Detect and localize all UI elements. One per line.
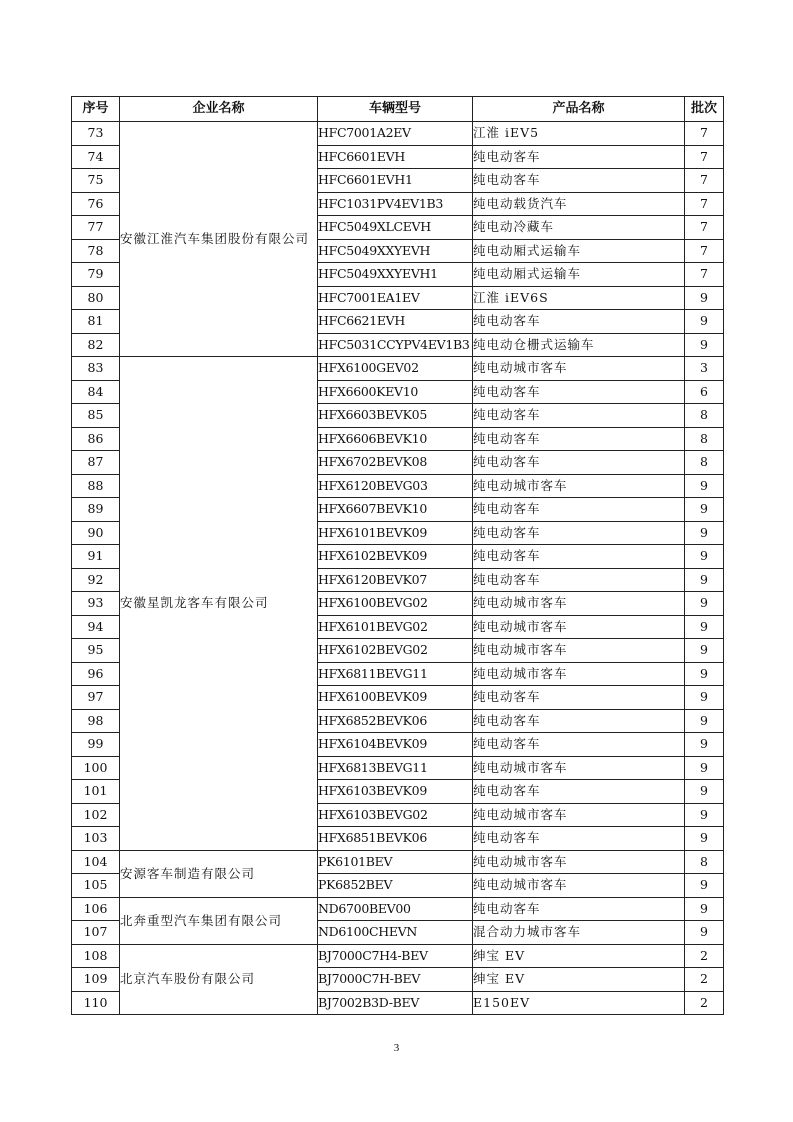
product-cell: 纯电动城市客车 [473,639,685,663]
batch-cell: 7 [685,239,724,263]
model-cell: BJ7000C7H-BEV [318,968,473,992]
batch-cell: 9 [685,545,724,569]
header-product: 产品名称 [473,97,685,122]
product-cell: 纯电动客车 [473,145,685,169]
product-cell: 纯电动城市客车 [473,756,685,780]
seq-cell: 103 [72,827,120,851]
batch-cell: 9 [685,592,724,616]
product-cell: 混合动力城市客车 [473,921,685,945]
seq-cell: 89 [72,498,120,522]
product-cell: 纯电动客车 [473,498,685,522]
page-number: 3 [393,1042,400,1054]
batch-cell: 7 [685,145,724,169]
table-header-row [72,97,724,122]
table-row [72,850,724,874]
seq-cell: 84 [72,380,120,404]
batch-cell: 9 [685,921,724,945]
batch-cell: 9 [685,474,724,498]
company-cell: 安徽江淮汽车集团股份有限公司 [120,122,318,357]
model-cell: HFX6100BEVK09 [318,686,473,710]
batch-cell: 9 [685,803,724,827]
product-cell: 纯电动客车 [473,780,685,804]
seq-cell: 96 [72,662,120,686]
seq-cell: 73 [72,122,120,146]
seq-cell: 81 [72,310,120,334]
batch-cell: 8 [685,451,724,475]
batch-cell: 9 [685,709,724,733]
product-cell: 纯电动客车 [473,686,685,710]
header-seq: 序号 [72,97,120,122]
seq-cell: 101 [72,780,120,804]
seq-cell: 79 [72,263,120,287]
product-cell: 纯电动客车 [473,169,685,193]
seq-cell: 75 [72,169,120,193]
batch-cell: 2 [685,944,724,968]
model-cell: HFC7001EA1EV [318,286,473,310]
batch-cell: 9 [685,333,724,357]
seq-cell: 85 [72,404,120,428]
seq-cell: 82 [72,333,120,357]
batch-cell: 9 [685,756,724,780]
seq-cell: 104 [72,850,120,874]
product-cell: 纯电动城市客车 [473,357,685,381]
product-cell: 纯电动客车 [473,733,685,757]
product-cell: 绅宝 EV [473,944,685,968]
batch-cell: 2 [685,991,724,1015]
seq-cell: 83 [72,357,120,381]
model-cell: HFX6702BEVK08 [318,451,473,475]
model-cell: HFC5049XLCEVH [318,216,473,240]
table-row [72,897,724,921]
batch-cell: 9 [685,286,724,310]
batch-cell: 2 [685,968,724,992]
model-cell: HFX6102BEVG02 [318,639,473,663]
seq-cell: 88 [72,474,120,498]
batch-cell: 9 [685,874,724,898]
batch-cell: 9 [685,897,724,921]
batch-cell: 9 [685,498,724,522]
model-cell: HFX6100BEVG02 [318,592,473,616]
product-cell: 江淮 iEV5 [473,122,685,146]
seq-cell: 107 [72,921,120,945]
batch-cell: 9 [685,686,724,710]
batch-cell: 9 [685,310,724,334]
product-cell: 纯电动客车 [473,521,685,545]
seq-cell: 95 [72,639,120,663]
product-cell: 纯电动客车 [473,310,685,334]
model-cell: HFC6621EVH [318,310,473,334]
batch-cell: 8 [685,427,724,451]
seq-cell: 105 [72,874,120,898]
model-cell: PK6101BEV [318,850,473,874]
seq-cell: 99 [72,733,120,757]
header-company: 企业名称 [120,97,318,122]
company-cell: 北京汽车股份有限公司 [120,944,318,1015]
batch-cell: 9 [685,521,724,545]
product-cell: 纯电动客车 [473,897,685,921]
company-cell: 安徽星凯龙客车有限公司 [120,357,318,851]
product-cell: 纯电动客车 [473,451,685,475]
vehicle-catalog-table [71,96,724,1015]
table-row [72,122,724,146]
seq-cell: 90 [72,521,120,545]
batch-cell: 9 [685,827,724,851]
product-cell: 纯电动城市客车 [473,474,685,498]
product-cell: 纯电动客车 [473,545,685,569]
model-cell: HFX6100GEV02 [318,357,473,381]
product-cell: 纯电动客车 [473,427,685,451]
model-cell: HFC6601EVH [318,145,473,169]
product-cell: E150EV [473,991,685,1015]
model-cell: HFX6104BEVK09 [318,733,473,757]
batch-cell: 9 [685,733,724,757]
model-cell: HFX6811BEVG11 [318,662,473,686]
model-cell: HFX6606BEVK10 [318,427,473,451]
product-cell: 纯电动城市客车 [473,615,685,639]
seq-cell: 76 [72,192,120,216]
product-cell: 纯电动城市客车 [473,850,685,874]
batch-cell: 9 [685,662,724,686]
model-cell: HFX6607BEVK10 [318,498,473,522]
batch-cell: 9 [685,639,724,663]
seq-cell: 108 [72,944,120,968]
table-row [72,944,724,968]
batch-cell: 7 [685,192,724,216]
seq-cell: 102 [72,803,120,827]
model-cell: HFC5049XXYEVH1 [318,263,473,287]
product-cell: 江淮 iEV6S [473,286,685,310]
model-cell: HFC5049XXYEVH [318,239,473,263]
batch-cell: 7 [685,216,724,240]
seq-cell: 94 [72,615,120,639]
model-cell: HFC7001A2EV [318,122,473,146]
batch-cell: 7 [685,169,724,193]
company-cell: 安源客车制造有限公司 [120,850,318,897]
model-cell: HFX6101BEVG02 [318,615,473,639]
product-cell: 纯电动客车 [473,709,685,733]
batch-cell: 6 [685,380,724,404]
batch-cell: 9 [685,780,724,804]
product-cell: 绅宝 EV [473,968,685,992]
model-cell: PK6852BEV [318,874,473,898]
product-cell: 纯电动客车 [473,568,685,592]
batch-cell: 9 [685,615,724,639]
product-cell: 纯电动城市客车 [473,592,685,616]
product-cell: 纯电动城市客车 [473,662,685,686]
seq-cell: 74 [72,145,120,169]
model-cell: HFX6102BEVK09 [318,545,473,569]
model-cell: HFX6120BEVG03 [318,474,473,498]
model-cell: HFX6603BEVK05 [318,404,473,428]
product-cell: 纯电动厢式运输车 [473,263,685,287]
seq-cell: 106 [72,897,120,921]
seq-cell: 80 [72,286,120,310]
seq-cell: 78 [72,239,120,263]
seq-cell: 86 [72,427,120,451]
seq-cell: 100 [72,756,120,780]
seq-cell: 109 [72,968,120,992]
seq-cell: 97 [72,686,120,710]
batch-cell: 8 [685,404,724,428]
table-row [72,357,724,381]
product-cell: 纯电动客车 [473,827,685,851]
product-cell: 纯电动城市客车 [473,803,685,827]
model-cell: HFC6601EVH1 [318,169,473,193]
model-cell: HFX6851BEVK06 [318,827,473,851]
model-cell: BJ7002B3D-BEV [318,991,473,1015]
model-cell: HFC5031CCYPV4EV1B3 [318,333,473,357]
batch-cell: 7 [685,263,724,287]
model-cell: ND6100CHEVN [318,921,473,945]
batch-cell: 7 [685,122,724,146]
model-cell: HFX6852BEVK06 [318,709,473,733]
model-cell: HFX6103BEVG02 [318,803,473,827]
product-cell: 纯电动厢式运输车 [473,239,685,263]
batch-cell: 9 [685,568,724,592]
header-batch: 批次 [685,97,724,122]
product-cell: 纯电动仓栅式运输车 [473,333,685,357]
batch-cell: 8 [685,850,724,874]
product-cell: 纯电动客车 [473,380,685,404]
seq-cell: 77 [72,216,120,240]
product-cell: 纯电动载货汽车 [473,192,685,216]
header-model: 车辆型号 [318,97,473,122]
product-cell: 纯电动城市客车 [473,874,685,898]
company-cell: 北奔重型汽车集团有限公司 [120,897,318,944]
batch-cell: 3 [685,357,724,381]
table-body [72,122,724,1015]
model-cell: HFX6813BEVG11 [318,756,473,780]
seq-cell: 92 [72,568,120,592]
product-cell: 纯电动客车 [473,404,685,428]
seq-cell: 87 [72,451,120,475]
seq-cell: 91 [72,545,120,569]
product-cell: 纯电动冷藏车 [473,216,685,240]
model-cell: BJ7000C7H4-BEV [318,944,473,968]
model-cell: HFX6600KEV10 [318,380,473,404]
model-cell: HFX6120BEVK07 [318,568,473,592]
model-cell: HFC1031PV4EV1B3 [318,192,473,216]
model-cell: HFX6103BEVK09 [318,780,473,804]
seq-cell: 98 [72,709,120,733]
model-cell: ND6700BEV00 [318,897,473,921]
seq-cell: 110 [72,991,120,1015]
model-cell: HFX6101BEVK09 [318,521,473,545]
seq-cell: 93 [72,592,120,616]
